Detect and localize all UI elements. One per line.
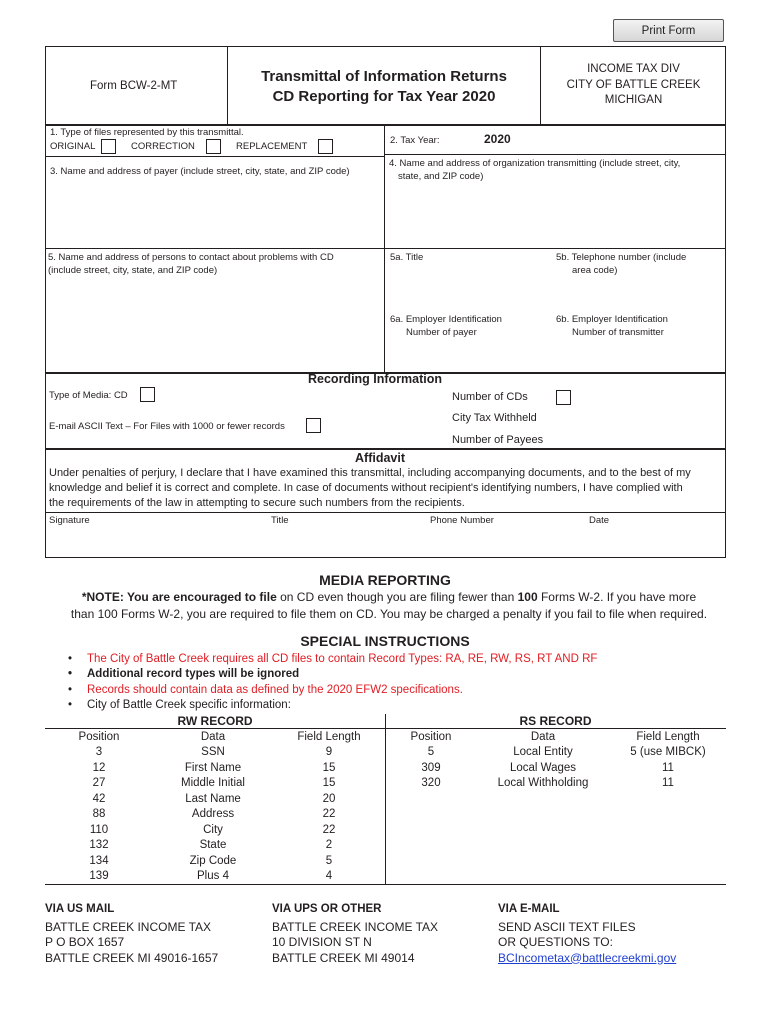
rs-table-cell — [386, 822, 476, 838]
rw-column-header: Position — [78, 730, 120, 743]
email-ascii-label: E-mail ASCII Text – For Files with 1000 or fewer records — [49, 421, 285, 432]
rw-table-row — [45, 853, 385, 869]
note-line2: than 100 Forms W-2, you are required to file them on CD. You may be charged a penalty if you fail to file when required. — [70, 607, 708, 621]
replacement-label: REPLACEMENT — [236, 141, 308, 152]
rs-table-row — [386, 760, 726, 776]
rs-table-cell — [610, 791, 726, 807]
affidavit-line2: knowledge and belief it is correct and complete. In case of documents without recipient's identifying numbers, I have complied with — [49, 482, 683, 494]
file-type-label: 1. Type of files represented by this transmittal. — [50, 127, 244, 138]
ups-address — [272, 902, 438, 966]
email-line2: OR QUESTIONS TO: — [498, 935, 613, 949]
rs-record-heading: RS RECORD — [519, 714, 592, 728]
rs-table-cell: Local Wages — [509, 761, 577, 774]
rw-record-table — [45, 729, 385, 884]
rs-table-row — [386, 776, 726, 792]
instruction-bullet-4: • City of Battle Creek specific information: — [87, 698, 291, 713]
email-line1: SEND ASCII TEXT FILES — [498, 919, 636, 934]
signature-field[interactable] — [46, 528, 725, 557]
rw-column-header: Data — [200, 730, 226, 743]
number-of-cds-label: Number of CDs — [452, 391, 528, 403]
rw-table-cell: 27 — [92, 777, 106, 790]
us-mail-heading: VIA US MAIL — [45, 903, 115, 915]
form-title-line2: CD Reporting for Tax Year 2020 — [272, 88, 496, 105]
payer-address-field[interactable] — [46, 180, 383, 247]
original-checkbox[interactable] — [101, 139, 116, 154]
email-ascii-checkbox[interactable] — [306, 418, 321, 433]
rs-table-cell — [386, 869, 476, 885]
rw-table-row — [45, 776, 385, 792]
us-mail-line2: P O BOX 1657 — [45, 935, 125, 949]
rw-table-cell: 20 — [322, 792, 336, 805]
instruction-bullet-1: • The City of Battle Creek requires all CD files to contain Record Types: RA, RE, RW, RS, RT AND RF — [87, 652, 597, 667]
rs-table-cell — [476, 869, 610, 885]
media-cd-checkbox[interactable] — [140, 387, 155, 402]
rw-table-cell: 4 — [325, 870, 333, 883]
rw-table-cell: City — [203, 823, 223, 836]
ups-heading: VIA UPS OR OTHER — [272, 903, 382, 915]
rs-table-row — [386, 791, 726, 807]
rs-table-cell: 5 — [427, 746, 435, 759]
transmitter-address-label-line1: 4. Name and address of organization transmitting (include street, city, — [389, 158, 681, 169]
affidavit-line1: Under penalties of perjury, I declare that I have examined this transmittal, including accompanying documents, and to the best of my — [49, 467, 691, 479]
rw-table-row — [45, 869, 385, 885]
rw-table-cell: 9 — [325, 746, 333, 759]
rw-table-cell: 3 — [95, 746, 103, 759]
rs-table-cell — [476, 807, 610, 823]
recording-heading: Recording Information — [308, 372, 443, 386]
correction-checkbox[interactable] — [206, 139, 221, 154]
rw-table-cell: 15 — [322, 777, 336, 790]
rs-table-cell: 5 (use MIBCK) — [630, 746, 706, 759]
email-address-block — [498, 902, 676, 966]
rs-header-row — [386, 729, 726, 745]
payer-address-label: 3. Name and address of payer (include street, city, state, and ZIP code) — [50, 166, 350, 177]
contact-label-line2: (include street, city, state, and ZIP code) — [48, 265, 218, 276]
telephone-5b-label-line2: area code) — [572, 265, 618, 276]
media-reporting-heading: MEDIA REPORTING — [319, 572, 451, 588]
rs-table-cell — [610, 807, 726, 823]
rw-table-cell: 110 — [89, 823, 109, 836]
tax-year-value[interactable]: 2020 — [484, 132, 511, 146]
rw-table-cell: 88 — [92, 808, 106, 821]
rw-record-heading: RW RECORD — [177, 714, 253, 728]
email-heading: VIA E-MAIL — [498, 903, 560, 915]
rs-table-cell — [476, 853, 610, 869]
rw-table-cell: 132 — [89, 839, 109, 852]
contact-label-line1: 5. Name and address of persons to contact about problems with CD — [48, 252, 334, 263]
date-label: Date — [589, 515, 610, 526]
original-label: ORIGINAL — [50, 141, 96, 152]
rw-table-cell: Last Name — [185, 792, 241, 805]
rw-table-cell: Zip Code — [189, 854, 237, 867]
rs-table-cell — [476, 822, 610, 838]
print-form-button[interactable]: Print Form — [613, 19, 724, 42]
signature-label: Signature — [49, 515, 90, 526]
instruction-bullet-3: • Records should contain data as defined by the 2020 EFW2 specifications. — [87, 683, 463, 698]
city-tax-withheld-label: City Tax Withheld — [452, 412, 537, 424]
rs-table-cell — [610, 853, 726, 869]
rw-table-row — [45, 822, 385, 838]
rw-column-header: Field Length — [297, 730, 361, 743]
us-mail-line3: BATTLE CREEK MI 49016-1657 — [45, 950, 219, 965]
rs-table-row — [386, 838, 726, 854]
rs-column-header: Position — [410, 730, 452, 743]
rs-table-cell — [386, 807, 476, 823]
transmitter-address-field[interactable] — [385, 186, 725, 247]
rs-table-cell: 320 — [421, 777, 441, 790]
ups-line2: 10 DIVISION ST N — [272, 935, 372, 949]
agency-line1: INCOME TAX DIV — [587, 63, 680, 75]
instruction-bullet-2: • Additional record types will be ignored — [87, 667, 299, 682]
ein-payer-label-line1: 6a. Employer Identification — [390, 314, 502, 325]
tax-year-label: 2. Tax Year: — [390, 135, 440, 146]
rw-table-cell: 12 — [92, 761, 106, 774]
number-of-payees-label: Number of Payees — [452, 434, 544, 446]
rw-table-cell: 5 — [325, 854, 333, 867]
rw-table-row — [45, 807, 385, 823]
rs-table-cell — [386, 791, 476, 807]
rw-table-cell: First Name — [184, 761, 242, 774]
rs-record-table — [386, 729, 726, 884]
ein-payer-label-line2: Number of payer — [406, 327, 477, 338]
agency-line3: MICHIGAN — [604, 94, 663, 106]
rs-table-cell — [476, 838, 610, 854]
rw-table-cell: State — [199, 839, 227, 852]
form-id: Form BCW-2-MT — [90, 80, 178, 92]
ein-transmitter-label-line2: Number of transmitter — [572, 327, 664, 338]
correction-label: CORRECTION — [131, 141, 195, 152]
ein-transmitter-label-line1: 6b. Employer Identification — [556, 314, 668, 325]
rs-table-cell — [610, 822, 726, 838]
rs-table-cell — [386, 853, 476, 869]
rs-table-cell: 11 — [662, 777, 674, 790]
contact-address-field[interactable] — [46, 280, 383, 372]
transmitter-address-label-line2: state, and ZIP code) — [398, 171, 484, 182]
rw-header-row — [45, 729, 385, 745]
email-link[interactable]: BCIncometax@battlecreekmi.gov — [498, 950, 677, 965]
rs-table-cell — [610, 869, 726, 885]
rs-table-cell: 11 — [662, 761, 674, 774]
rw-table-cell: 22 — [322, 808, 336, 821]
replacement-checkbox[interactable] — [318, 139, 333, 154]
rw-table-row — [45, 791, 385, 807]
title-5a-label: 5a. Title — [390, 252, 424, 263]
rs-table-cell — [386, 838, 476, 854]
us-mail-line1: BATTLE CREEK INCOME TAX — [45, 919, 212, 934]
rw-table-row — [45, 760, 385, 776]
telephone-5b-label-line1: 5b. Telephone number (include — [556, 252, 687, 263]
phone-number-label: Phone Number — [430, 515, 494, 526]
rw-table-cell: Plus 4 — [197, 870, 229, 883]
note-bold: *NOTE: You are encouraged to file — [81, 590, 277, 604]
note-text-2: Forms W-2. If you have more — [537, 590, 697, 604]
rs-table-row — [386, 853, 726, 869]
title-label: Title — [271, 515, 289, 526]
rw-table-cell: 22 — [322, 823, 336, 836]
rs-table-row — [386, 869, 726, 885]
form-title-line1: Transmittal of Information Returns — [261, 68, 507, 85]
rs-column-header: Data — [530, 730, 556, 743]
rw-table-cell: 134 — [89, 854, 109, 867]
rw-table-cell: 2 — [325, 839, 333, 852]
us-mail-address — [45, 902, 218, 966]
rs-table-cell: 309 — [421, 761, 441, 774]
media-type-label: Type of Media: CD — [49, 390, 128, 401]
rw-table-row — [45, 838, 385, 854]
ups-line1: BATTLE CREEK INCOME TAX — [272, 919, 439, 934]
rs-table-cell: Local Withholding — [497, 777, 589, 790]
rw-table-cell: SSN — [201, 746, 225, 759]
rs-table-cell — [476, 791, 610, 807]
special-instructions-heading: SPECIAL INSTRUCTIONS — [300, 633, 470, 649]
affidavit-line3: the requirements of the law in attempting to secure such numbers from the recipients. — [49, 497, 465, 509]
rs-column-header: Field Length — [636, 730, 700, 743]
rw-table-cell: 42 — [92, 792, 106, 805]
rs-table-row — [386, 822, 726, 838]
rw-table-row — [45, 745, 385, 761]
rs-table-cell — [610, 838, 726, 854]
rs-table-row — [386, 745, 726, 761]
rw-table-cell: 139 — [89, 870, 109, 883]
note-100: 100 — [517, 590, 538, 604]
rw-table-cell: 15 — [322, 761, 336, 774]
rs-table-cell: Local Entity — [513, 746, 573, 759]
ups-line3: BATTLE CREEK MI 49014 — [272, 950, 415, 965]
agency-line2: CITY OF BATTLE CREEK — [566, 78, 701, 91]
rw-table-cell: Middle Initial — [181, 777, 245, 790]
note-text-1: on CD even though you are filing fewer than — [276, 590, 518, 604]
rs-table-row — [386, 807, 726, 823]
rw-table-cell: Address — [191, 808, 235, 821]
affidavit-heading: Affidavit — [355, 451, 405, 465]
number-of-cds-checkbox[interactable] — [556, 390, 571, 405]
